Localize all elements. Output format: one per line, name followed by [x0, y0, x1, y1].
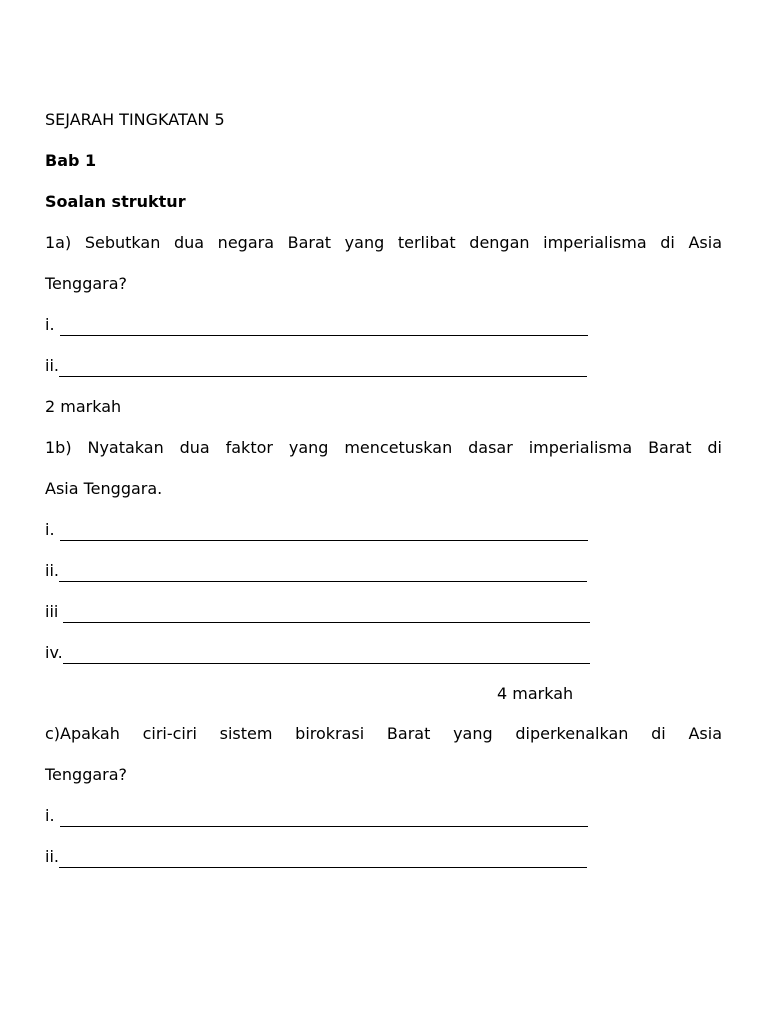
answer-blank[interactable] [60, 523, 588, 541]
answer-blank[interactable] [60, 318, 588, 336]
answer-line[interactable] [45, 560, 587, 582]
answer-blank[interactable] [59, 359, 587, 377]
answer-label: ii. [45, 847, 59, 866]
question-1a-text-cont: Tenggara? [45, 274, 128, 293]
section-heading: Soalan struktur [45, 192, 186, 211]
answer-blank[interactable] [63, 646, 590, 664]
answer-label: iv. [45, 643, 63, 662]
answer-line[interactable] [45, 805, 588, 827]
question-1b-text-cont: Asia Tenggara. [45, 479, 163, 498]
answer-line[interactable] [45, 642, 590, 664]
answer-line[interactable] [45, 846, 587, 868]
answer-label: iii [45, 602, 64, 621]
chapter-heading: Bab 1 [45, 151, 97, 170]
answer-blank[interactable] [60, 809, 588, 827]
marks-label: 2 markah [45, 397, 122, 416]
answer-label: i. [45, 806, 60, 825]
answer-line[interactable] [45, 355, 587, 377]
question-1b-text: 1b) Nyatakan dua faktor yang mencetuskan dasar imperialisma Barat di [45, 438, 722, 457]
marks-label: 4 markah [497, 684, 574, 703]
answer-line[interactable] [45, 519, 588, 541]
page-title: SEJARAH TINGKATAN 5 [45, 110, 225, 129]
answer-label: i. [45, 520, 60, 539]
answer-line[interactable] [45, 601, 590, 623]
answer-blank[interactable] [59, 564, 587, 582]
answer-blank[interactable] [59, 850, 587, 868]
answer-label: ii. [45, 561, 59, 580]
answer-blank[interactable] [63, 605, 590, 623]
answer-line[interactable] [45, 314, 588, 336]
answer-label: i. [45, 315, 60, 334]
question-c-text-cont: Tenggara? [45, 765, 128, 784]
question-c-text: c)Apakah ciri-ciri sistem birokrasi Barat yang diperkenalkan di Asia [45, 724, 722, 743]
question-1a-text: 1a) Sebutkan dua negara Barat yang terlibat dengan imperialisma di Asia [45, 233, 722, 252]
answer-label: ii. [45, 356, 59, 375]
